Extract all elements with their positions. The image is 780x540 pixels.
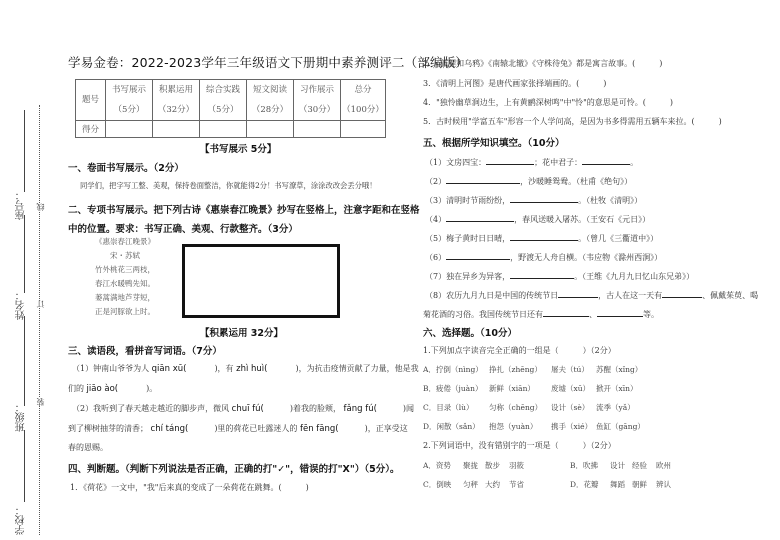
col-writing: 书写展示 （5分）	[106, 80, 153, 121]
option-word: 羽筱	[509, 461, 524, 470]
binding-mark-line: 线	[36, 203, 45, 211]
poem-line: 蒌蒿满地芦芽短，	[95, 293, 155, 302]
score-table	[75, 79, 386, 138]
section-2-heading-line1: 二、专项书写展示。把下列古诗《惠崇春江晚景》抄写在竖格上，注意字距和在竖格	[68, 205, 420, 216]
option-word: 辨认	[656, 480, 671, 489]
fill-blank[interactable]	[582, 155, 630, 165]
text: 。（杜牧《清明》）	[578, 196, 643, 205]
text: ，春风送暖入屠苏。（王安石《元日》）	[514, 215, 651, 224]
choice-q2-option-b[interactable]	[570, 460, 671, 471]
text: （3）清明时节雨纷纷，	[425, 196, 511, 205]
judge-item-1: 1．《荷花》一文中，"我"后来真的变成了一朵荷花在跳舞。( )	[70, 483, 309, 492]
option-word: 大约	[485, 480, 500, 489]
fill-blank[interactable]	[446, 212, 514, 222]
option-word: 新鲜（xiān）	[489, 384, 535, 393]
text: （2）我听到了春天越走越近的脚步声，微风	[72, 404, 230, 413]
binding-line	[24, 316, 25, 406]
text: )里的荷花已吐露迷人的	[214, 424, 298, 433]
text: 。	[630, 158, 639, 167]
fill-blank[interactable]	[597, 307, 643, 317]
option-word: D．花瓣	[570, 480, 599, 489]
text: ，古人在这一天有	[598, 291, 663, 300]
score-cell[interactable]	[106, 121, 153, 138]
choice-q1-stem: 1.下列加点字读音完全正确的一组是（ ）（2分）	[423, 346, 616, 355]
pinyin: chí táng(	[150, 424, 189, 434]
col-accumulation: 积累运用 （32分）	[153, 80, 200, 121]
row-header-question: 题号	[76, 80, 106, 121]
option-word: 流季（yǎ）	[596, 403, 635, 412]
text: （1）钟南山爷爷为人	[72, 364, 150, 373]
text: 等。	[643, 310, 659, 319]
seat-number-label: 座号：	[16, 190, 27, 220]
binding-line	[24, 430, 25, 502]
option-word: 抱怨（yuàn）	[489, 422, 538, 431]
choice-q2-option-c[interactable]	[423, 479, 524, 490]
option-word: 鱼缸（gāng）	[596, 422, 645, 431]
option-word: 聚拢	[463, 461, 478, 470]
option-word: 携手（xié）	[551, 422, 593, 431]
section-4-heading: 四、判断题。（判断下列说法是否正确，正确的打"✓"，错误的打"X"）（5分）。	[68, 464, 400, 475]
text: 。（曾几《三衢道中》）	[578, 234, 659, 243]
score-cell[interactable]	[200, 121, 247, 138]
section-3-p1-line2	[68, 383, 157, 394]
fill-item-8-line2	[423, 307, 659, 320]
text: ，沙暖睡鸳鸯。（杜甫《绝句》）	[520, 177, 633, 186]
text: （8）农历九月九日是中国的传统节日	[425, 291, 559, 300]
binding-dotted-line	[39, 105, 40, 535]
option-word: D．闲散（sǎn）	[423, 422, 480, 431]
fill-blank[interactable]	[543, 307, 589, 317]
text: )，为抗击疫情贡献了力量，他是我	[295, 364, 419, 373]
section-6-heading: 六、选择题。（10分）	[423, 328, 517, 339]
option-word: 朝鲜	[632, 480, 647, 489]
section-1-text: 同学们，把字写工整、美观，保持卷面整洁，你就能得2分！书写潦草，涂涂改改会丢分哦！	[80, 181, 377, 190]
score-cell[interactable]	[294, 121, 341, 138]
text: （5）梅子黄时日日晴，	[425, 234, 511, 243]
choice-q1-option-a[interactable]	[423, 364, 642, 375]
pinyin: qiān xū(	[151, 364, 187, 374]
text: ，野渡无人舟自横。（韦应物《滁州西涧》）	[510, 253, 663, 262]
fill-blank[interactable]	[510, 231, 578, 241]
option-word: 掀开（xīn）	[596, 384, 638, 393]
part-label-accumulation: 【积累运用 32分】	[200, 328, 284, 339]
text: 到了柳树抽芽的清香；	[68, 424, 148, 433]
option-word: 设计	[610, 461, 625, 470]
section-3-p2-line2	[68, 423, 408, 434]
section-5-heading: 五、根据所学知识填空。（10分）	[423, 138, 565, 149]
fill-item-1	[425, 155, 638, 168]
text: 。（王维《九月九日忆山东兄弟》）	[574, 272, 695, 281]
poem-line: 春江水暖鸭先知。	[95, 279, 155, 288]
school-label: 学校：	[16, 505, 27, 535]
pinyin: zhì huì(	[236, 364, 268, 374]
part-label-writing: 【书写展示 5分】	[200, 144, 277, 155]
row-header-score: 得分	[76, 121, 106, 138]
choice-q2-option-d[interactable]	[570, 479, 671, 490]
option-word: C．目录（lù）	[423, 403, 474, 412]
text: （4）	[425, 215, 447, 224]
option-word: C．倒映	[423, 480, 452, 489]
option-word: 舞蹈	[610, 480, 625, 489]
fill-blank[interactable]	[558, 288, 598, 298]
text: 菊花酒的习俗。我国传统节日还有	[423, 310, 543, 319]
name-label: 姓名：	[16, 290, 27, 320]
binding-line	[24, 110, 25, 192]
text: 们的	[68, 384, 84, 393]
fill-blank[interactable]	[446, 250, 510, 260]
fill-blank[interactable]	[486, 155, 534, 165]
poem-line: 竹外桃花三两枝，	[95, 265, 155, 274]
binding-mark-bind: 装	[36, 398, 45, 406]
poem	[90, 235, 160, 319]
text: 、	[589, 310, 597, 319]
option-word: 匀称（chēng）	[489, 403, 543, 412]
text: )。	[146, 384, 158, 393]
text: ；花中君子：	[534, 158, 583, 167]
poem-title: 《惠崇春江晚景》	[95, 237, 155, 246]
col-practice: 综合实践 （5分）	[200, 80, 247, 121]
pinyin: jiāo ào(	[86, 384, 119, 394]
text: （1）文房四宝：	[425, 158, 487, 167]
choice-q1-option-d[interactable]	[423, 421, 645, 432]
fill-item-8-line1	[425, 288, 758, 301]
text: 、佩戴茱萸、喝	[702, 291, 759, 300]
fill-blank[interactable]	[446, 174, 520, 184]
fill-blank[interactable]	[510, 269, 574, 279]
text: （2）	[425, 177, 447, 186]
choice-q1-option-c[interactable]	[423, 402, 635, 413]
option-word: 屠夫（tú）	[551, 365, 589, 374]
option-word: 苏醒（xǐng）	[596, 365, 643, 374]
poem-copy-box[interactable]	[182, 244, 340, 318]
option-word: A．资势	[423, 461, 451, 470]
fill-item-5	[425, 231, 658, 244]
section-3-heading: 三、读语段，看拼音写词语。（7分）	[68, 346, 222, 357]
section-3-p1-line1	[72, 363, 419, 374]
col-reading: 短文阅读 （28分）	[247, 80, 294, 121]
option-word: B．疲倦（juàn）	[423, 384, 483, 393]
judge-item-4: 4．"独怜幽草涧边生，上有黄鹂深树鸣"中"怜"的意思是可怜。( )	[423, 98, 674, 107]
pinyin: fēn fāng(	[299, 424, 339, 434]
option-word: 设计（sè）	[551, 403, 590, 412]
fill-blank[interactable]	[510, 193, 578, 203]
option-word: B．吹拂	[570, 461, 599, 470]
col-composition: 习作展示 （30分）	[294, 80, 341, 121]
binding-line	[24, 215, 25, 293]
poem-line: 正是河豚欲上时。	[95, 307, 155, 316]
judge-item-3: 3．《清明上河图》是唐代画家张择端画的。( )	[423, 79, 607, 88]
fill-item-7	[425, 269, 694, 282]
fill-item-3	[425, 193, 642, 206]
text: （6）	[425, 253, 447, 262]
option-word: 散步	[485, 461, 500, 470]
section-3-p2-line1	[72, 403, 414, 414]
option-word: 匀秤	[463, 480, 478, 489]
choice-q2-option-a[interactable]	[423, 460, 524, 471]
option-word: 节省	[509, 480, 524, 489]
option-word: 挣扎（zhēng）	[489, 365, 542, 374]
text: )着我的脸颊，	[289, 404, 341, 413]
pinyin: fǎng fú(	[343, 404, 377, 414]
text: )闻	[402, 404, 415, 413]
text: （7）独在异乡为异客，	[425, 272, 511, 281]
option-word: 废墟（xū）	[551, 384, 591, 393]
score-cell[interactable]	[247, 121, 294, 138]
fill-item-4	[425, 212, 650, 225]
col-total: 总分 （100分）	[341, 80, 386, 121]
choice-q1-option-b[interactable]	[423, 383, 637, 394]
section-1-heading: 一、卷面书写展示。（2分）	[68, 163, 184, 174]
judge-item-2: 2．《狐狸和乌鸦》《南辕北辙》《守株待兔》都是寓言故事。( )	[423, 59, 663, 68]
judge-item-5: 5．古时候用"学富五车"形容一个人学问高，是因为书多得需用五辆车来拉。( )	[423, 117, 722, 126]
score-cell[interactable]	[153, 121, 200, 138]
option-word: A．拧倒（nìng）	[423, 365, 483, 374]
fill-blank[interactable]	[662, 288, 702, 298]
pinyin: chuī fú(	[231, 404, 264, 414]
fill-item-6	[425, 250, 662, 263]
fill-item-2	[425, 174, 632, 187]
class-label: 班级：	[16, 402, 27, 432]
poem-author: 宋・苏轼	[110, 251, 140, 260]
option-word: 经验	[632, 461, 647, 470]
choice-q2-stem: 2.下列词语中，没有错别字的一项是（ ）（2分）	[423, 441, 616, 450]
option-word: 欧州	[656, 461, 671, 470]
page-title: 学易金卷：2022-2023学年三年级语文下册期中素养测评二（部编版）	[68, 55, 469, 70]
text: )，有	[214, 364, 234, 373]
binding-mark-order: 订	[36, 300, 45, 308]
text: )，正享受这	[364, 424, 408, 433]
section-3-p2-line3: 春的恩赐。	[68, 443, 108, 452]
section-2-heading-line2: 中的位置。要求：书写正确、美观、行款整齐。（3分）	[68, 224, 298, 235]
score-cell[interactable]	[341, 121, 386, 138]
